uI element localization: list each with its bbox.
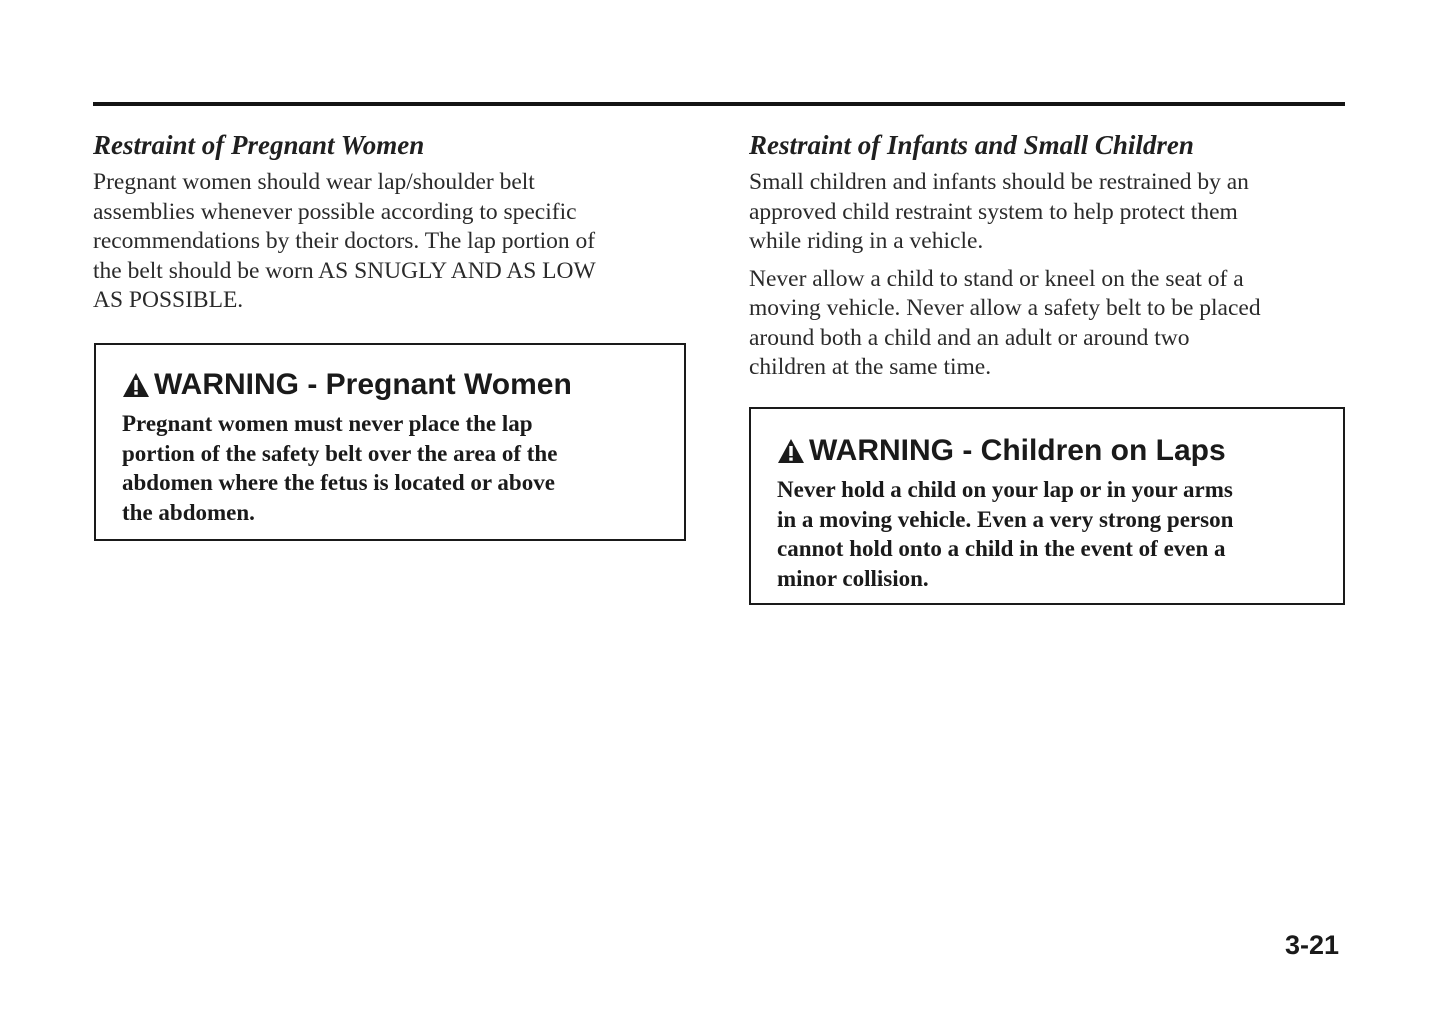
paragraph-never-allow: Never allow a child to stand or kneel on the seat of a moving vehicle. Never allow a safety belt to be placed around both a child and an adult or around two children at the same time.: [749, 265, 1261, 380]
section-heading-infants-children: Restraint of Infants and Small Children: [749, 130, 1194, 160]
warning-title-text: WARNING - Children on Laps: [809, 434, 1226, 467]
warning-title-text: WARNING - Pregnant Women: [154, 368, 572, 401]
warning-body: Never hold a child on your lap or in your arms in a moving vehicle. Even a very strong person cannot hold onto a child in the event of even a minor collision.: [777, 477, 1234, 591]
right-column: [749, 128, 1349, 391]
paragraph-pregnant-women: Pregnant women should wear lap/shoulder belt assemblies whenever possible according to specific recommendations by their doctors. The lap portion of the belt should be worn AS SNUGLY AND AS LOW AS POSSIBLE.: [93, 169, 596, 313]
warning-title: [122, 367, 572, 403]
section-heading-pregnant-women: Restraint of Pregnant Women: [93, 130, 425, 160]
warning-triangle-icon: [777, 438, 805, 464]
left-column: [93, 128, 693, 324]
top-rule: [93, 102, 1345, 106]
warning-title: [777, 433, 1226, 469]
warning-body: Pregnant women must never place the lap portion of the safety belt over the area of the abdomen where the fetus is located or above the abdomen.: [122, 411, 558, 525]
warning-triangle-icon: [122, 372, 150, 398]
warning-box-children-on-laps: [749, 407, 1345, 605]
page-number: 3-21: [1285, 930, 1340, 960]
paragraph-infants-restraint: Small children and infants should be restrained by an approved child restraint system to help protect them while riding in a vehicle.: [749, 169, 1249, 254]
warning-box-pregnant-women: [94, 343, 686, 541]
